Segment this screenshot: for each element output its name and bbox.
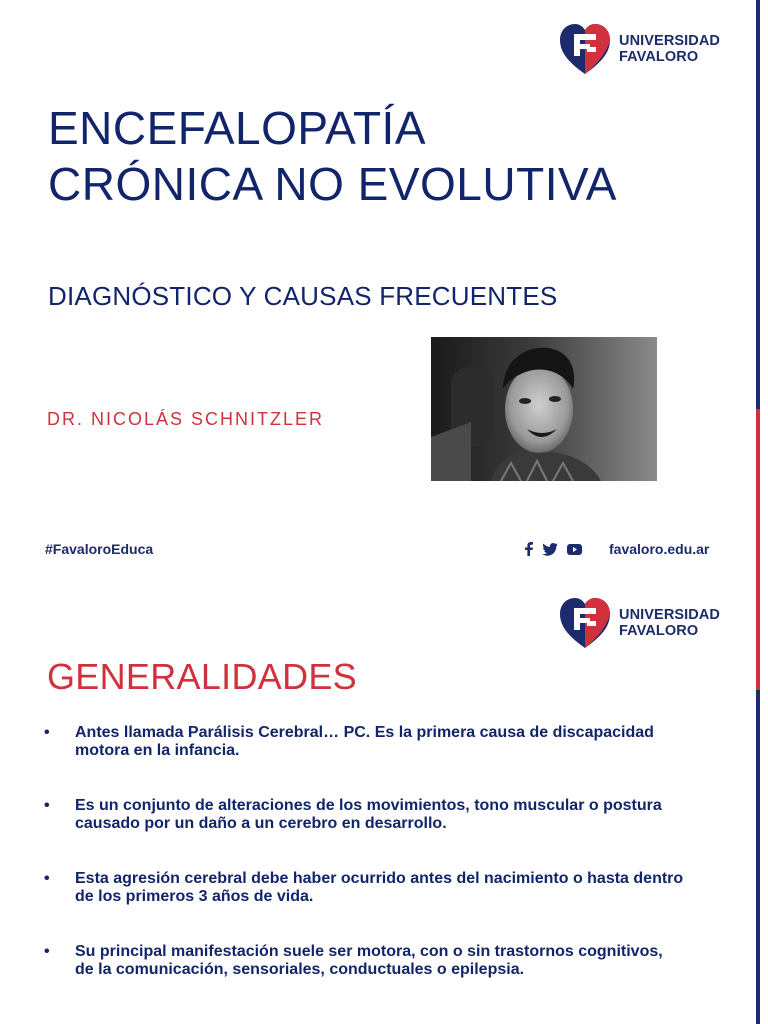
- bullet-text: Antes llamada Parálisis Cerebral… PC. Es la primera causa de discapacidad motora en la infancia.: [75, 724, 654, 759]
- list-item: [44, 797, 684, 833]
- slide-title: [48, 100, 617, 212]
- facebook-icon[interactable]: [524, 542, 533, 556]
- bullet-icon: •: [44, 943, 50, 960]
- section-heading: GENERALIDADES: [47, 656, 357, 697]
- edge-red-bar-1: [756, 409, 760, 578]
- author-name: DR. NICOLÁS SCHNITZLER: [47, 409, 325, 429]
- logo-line-2: FAVALORO: [619, 623, 699, 639]
- youtube-icon[interactable]: [567, 544, 582, 555]
- website-link[interactable]: favaloro.edu.ar: [609, 541, 710, 557]
- slide-subtitle: DIAGNÓSTICO Y CAUSAS FRECUENTES: [48, 281, 558, 311]
- bullet-text: Esta agresión cerebral debe haber ocurrido antes del nacimiento o hasta dentro de los primeros 3 años de vida.: [75, 870, 684, 905]
- title-line-2: CRÓNICA NO EVOLUTIVA: [48, 158, 617, 210]
- bullet-text: Es un conjunto de alteraciones de los movimientos, tono muscular o postura causado por un daño a un cerebro en desarrollo.: [75, 797, 662, 832]
- twitter-icon[interactable]: [542, 543, 558, 556]
- list-item: [44, 724, 684, 760]
- social-footer: [524, 541, 709, 557]
- university-logo: [557, 20, 720, 78]
- heart-logo-icon: [557, 20, 613, 78]
- logo-line-1: UNIVERSIDAD: [619, 33, 720, 49]
- logo-line-1: UNIVERSIDAD: [619, 607, 720, 623]
- edge-red-bar-2: [756, 578, 760, 690]
- bullet-icon: •: [44, 870, 50, 887]
- list-item: [44, 943, 684, 979]
- hashtag: #FavaloroEduca: [45, 541, 154, 557]
- bullet-icon: •: [44, 797, 50, 814]
- bullet-icon: •: [44, 724, 50, 741]
- university-logo-2: [557, 594, 720, 652]
- child-photo: [431, 337, 657, 481]
- heart-logo-icon: [557, 594, 613, 652]
- content-slide: [0, 578, 756, 1024]
- bullet-text: Su principal manifestación suele ser motora, con o sin trastornos cognitivos, de la comunicación, sensoriales, conductuales o epilepsia.: [75, 943, 663, 978]
- photo-image: [431, 337, 657, 481]
- logo-line-2: FAVALORO: [619, 49, 699, 65]
- edge-strip: [756, 0, 768, 1024]
- title-line-1: ENCEFALOPATÍA: [48, 102, 427, 154]
- bullet-list: [44, 724, 684, 979]
- list-item: [44, 870, 684, 906]
